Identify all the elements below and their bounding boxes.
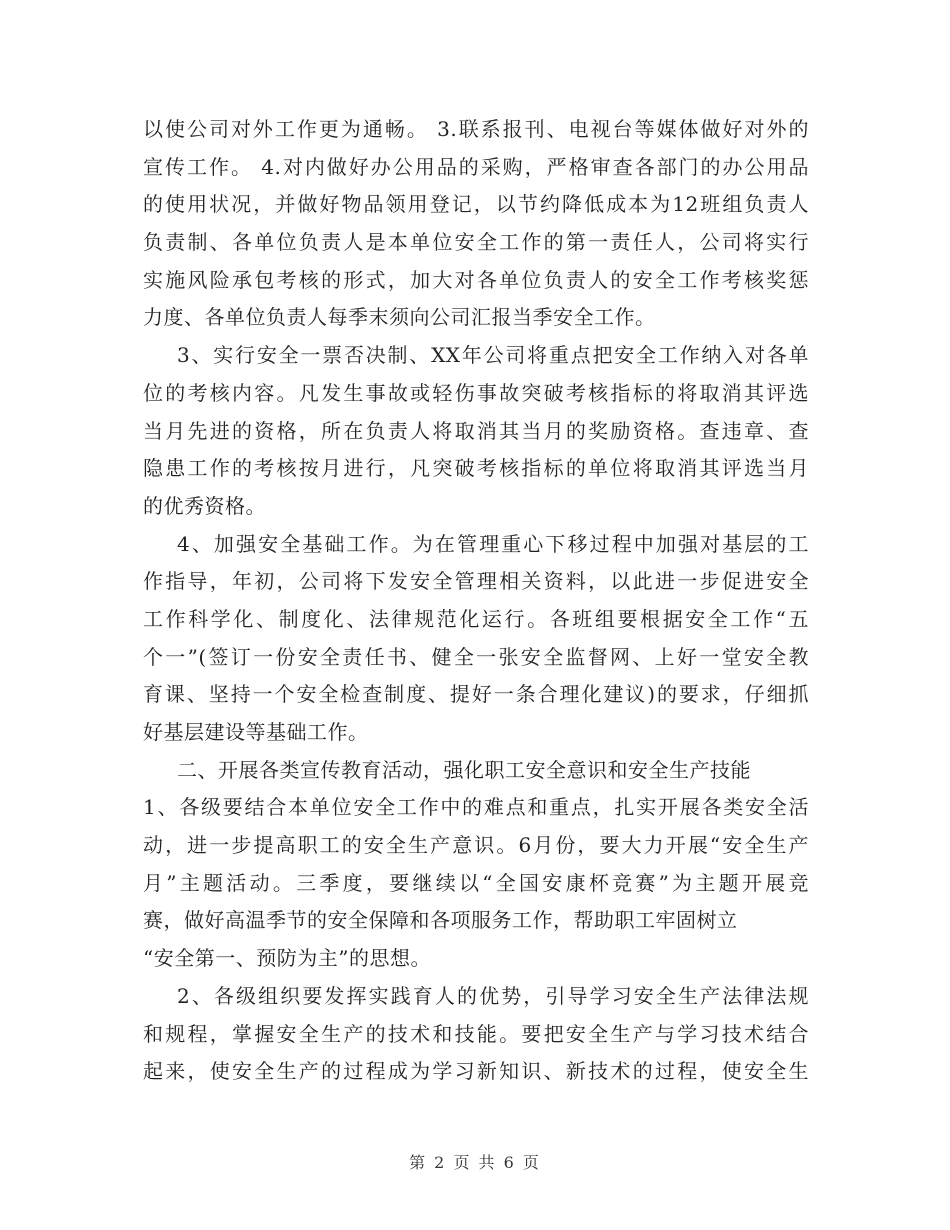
text-line: 位的考核内容。凡发生事故或轻伤事故突破考核指标的将取消其评选 bbox=[143, 380, 809, 405]
text-line: 3、实行安全一票否决制、XX年公司将重点把安全工作纳入对各单 bbox=[177, 343, 809, 368]
text-line: 负责制、各单位负责人是本单位安全工作的第一责任人，公司将实行 bbox=[143, 230, 809, 255]
text-line: 和规程，掌握安全生产的技术和技能。要把安全生产与学习技术结合 bbox=[143, 1021, 809, 1046]
text-line: “安全第一、预防为主”的思想。 bbox=[143, 946, 431, 971]
text-line: 力度、各单位负责人每季末须向公司汇报当季安全工作。 bbox=[143, 305, 656, 330]
text-line: 宣传工作。 4.对内做好办公用品的采购，严格审查各部门的办公用品 bbox=[143, 154, 809, 179]
text-line: 1、各级要结合本单位安全工作中的难点和重点，扎实开展各类安全活 bbox=[143, 795, 809, 820]
text-line: 好基层建设等基础工作。 bbox=[143, 720, 369, 744]
text-line: 赛，做好高温季节的安全保障和各项服务工作，帮助职工牢固树立 bbox=[143, 908, 738, 933]
text-line: 2、各级组织要发挥实践育人的优势，引导学习安全生产法律法规 bbox=[177, 983, 809, 1008]
text-line: 以使公司对外工作更为通畅。 3.联系报刊、电视台等媒体做好对外的 bbox=[143, 117, 809, 141]
text-line: 月”主题活动。三季度，要继续以“全国安康杯竞赛”为主题开展竞 bbox=[143, 870, 809, 895]
text-line: 动，进一步提高职工的安全生产意识。6月份，要大力开展“安全生产 bbox=[143, 833, 809, 858]
text-line: 育课、坚持一个安全检查制度、提好一条合理化建议)的要求，仔细抓 bbox=[143, 682, 809, 707]
page-number-footer: 第 2 页 共 6 页 bbox=[409, 1153, 541, 1172]
text-line: 当月先进的资格，所在负责人将取消其当月的奖励资格。查违章、查 bbox=[143, 418, 809, 443]
section-heading: 二、开展各类宣传教育活动，强化职工安全意识和安全生产技能 bbox=[177, 757, 751, 782]
body-text bbox=[143, 111, 809, 1091]
text-line: 的优秀资格。 bbox=[143, 493, 266, 518]
text-line: 个一”(签订一份安全责任书、健全一张安全监督网、上好一堂安全教 bbox=[143, 644, 809, 669]
text-line: 起来，使安全生产的过程成为学习新知识、新技术的过程，使安全生 bbox=[143, 1059, 809, 1084]
text-line: 4、加强安全基础工作。为在管理重心下移过程中加强对基层的工 bbox=[177, 531, 809, 556]
text-line: 作指导，年初，公司将下发安全管理相关资料，以此进一步促进安全 bbox=[143, 569, 809, 594]
text-line: 的使用状况，并做好物品领用登记，以节约降低成本为12班组负责人 bbox=[143, 192, 809, 217]
text-line: 工作科学化、制度化、法律规范化运行。各班组要根据安全工作“五 bbox=[143, 606, 809, 631]
text-line: 隐患工作的考核按月进行，凡突破考核指标的单位将取消其评选当月 bbox=[143, 456, 809, 481]
text-line: 实施风险承包考核的形式，加大对各单位负责人的安全工作考核奖惩 bbox=[143, 267, 809, 292]
